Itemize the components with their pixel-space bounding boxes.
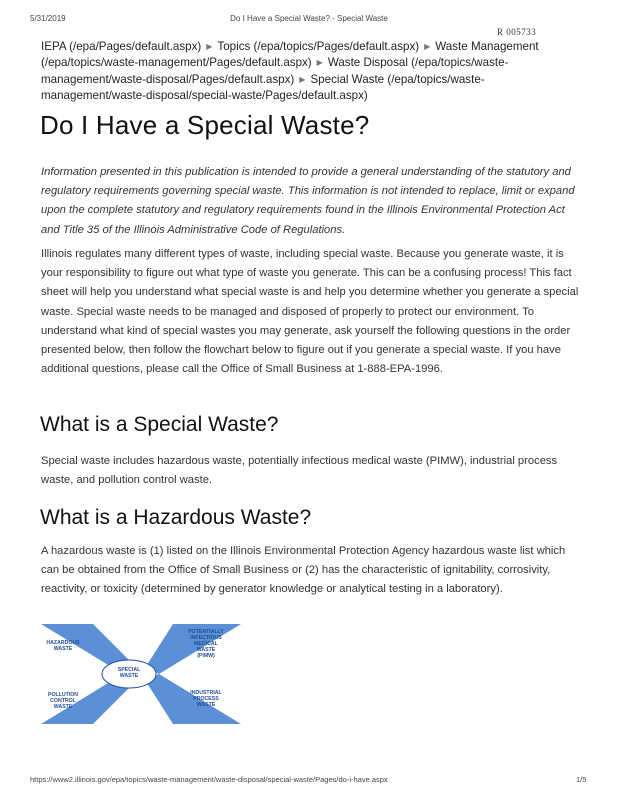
breadcrumb-item-topics[interactable]: Topics (/epa/topics/Pages/default.aspx): [217, 40, 420, 53]
special-waste-diagram: [41, 624, 241, 724]
diagram-label-line: WASTE: [53, 646, 73, 652]
diagram-label-line: MEDICAL: [194, 641, 218, 647]
diagram-label-line: WASTE: [196, 647, 216, 653]
record-stamp: R 005733: [497, 27, 537, 37]
print-date: 5/31/2019: [30, 14, 66, 23]
breadcrumb-separator-icon: ▶: [316, 58, 323, 68]
diagram-label-line: (PIMW): [197, 653, 215, 659]
diagram-label-line: WASTE: [119, 673, 139, 679]
breadcrumb-item-waste-management[interactable]: Waste Management (/epa/topics/waste-management/Pages/default.aspx): [41, 40, 539, 70]
breadcrumb-separator-icon: ▶: [424, 42, 431, 51]
disclaimer-text: Information presented in this publication is intended to provide a general understanding of the statutory and regulatory requirements governing special waste. This information is not intended to replace, limit or expand upon the complete statutory and regulatory requirements found in the Illinois Environmental Protection Act and Title 35 of the Illinois Administrative Code of Regulations.: [41, 166, 575, 236]
hazardous-waste-heading: What is a Hazardous Waste?: [40, 506, 312, 529]
special-waste-heading: What is a Special Waste?: [40, 413, 279, 436]
special-waste-paragraph: Special waste includes hazardous waste, potentially infectious medical waste (PIMW), industrial process waste, and pollution control waste.: [41, 455, 558, 486]
diagram-label-line: POTENTIALLY: [188, 629, 224, 635]
intro-paragraph: Illinois regulates many different types of waste, including special waste. Because you generate waste, it is your responsibility to figure out what type of waste you generate. This can be a confusing process! This fact sheet will help you understand what special waste is and help you determine whether you generate a special waste. Special waste needs to be managed and disposed of properly to protect our environment. To understand what kind of special wastes you may generate, ask yourself the following questions in the order presented below, then follow the flowchart below to figure out if you generate a special waste. If you have additional questions, please call the Office of Small Business at 1-888-EPA-1996.: [41, 248, 579, 376]
diagram-center-label: [118, 667, 141, 679]
diagram-label-line: INDUSTRIAL: [190, 690, 222, 696]
print-doc-title: Do I Have a Special Waste? - Special Waste: [230, 14, 388, 23]
diagram-label-line: SPECIAL: [117, 667, 141, 673]
diagram-label-hazardous: [46, 640, 80, 652]
print-url: https://www2.illinois.gov/epa/topics/waste-management/waste-disposal/special-waste/Pages/do-i-have.aspx: [30, 775, 388, 784]
diagram-label-line: INFECTIOUS: [190, 635, 222, 641]
diagram-label-line: WASTE: [53, 704, 73, 710]
breadcrumb: [41, 39, 581, 104]
breadcrumb-item-waste-disposal[interactable]: Waste Disposal (/epa/topics/waste-management/waste-disposal/Pages/default.aspx): [41, 56, 509, 86]
breadcrumb-item-special-waste[interactable]: Special Waste (/epa/topics/waste-management/waste-disposal/special-waste/Pages/default.aspx): [41, 72, 485, 102]
page-number: 1/5: [576, 775, 587, 784]
page-title: Do I Have a Special Waste?: [40, 110, 370, 140]
diagram-label-line: POLLUTION: [48, 692, 78, 698]
breadcrumb-separator-icon: ▶: [299, 74, 306, 84]
breadcrumb-separator-icon: ▶: [206, 42, 213, 51]
diagram-label-line: HAZARDOUS: [46, 640, 80, 646]
diagram-label-pimw: [188, 629, 224, 659]
hazardous-waste-paragraph: A hazardous waste is (1) listed on the Illinois Environmental Protection Agency hazardous waste list which can be obtained from the Office of Small Business or (2) has the characteristic of ignitability, corrosivity, reactivity, or toxicity (determined by generator knowledge or analytical testing in a laboratory).: [41, 545, 566, 595]
diagram-label-line: WASTE: [196, 702, 216, 708]
breadcrumb-item-iepa[interactable]: IEPA (/epa/Pages/default.aspx): [41, 40, 202, 53]
diagram-label-line: CONTROL: [50, 698, 76, 704]
diagram-label-line: PROCESS: [193, 696, 219, 702]
